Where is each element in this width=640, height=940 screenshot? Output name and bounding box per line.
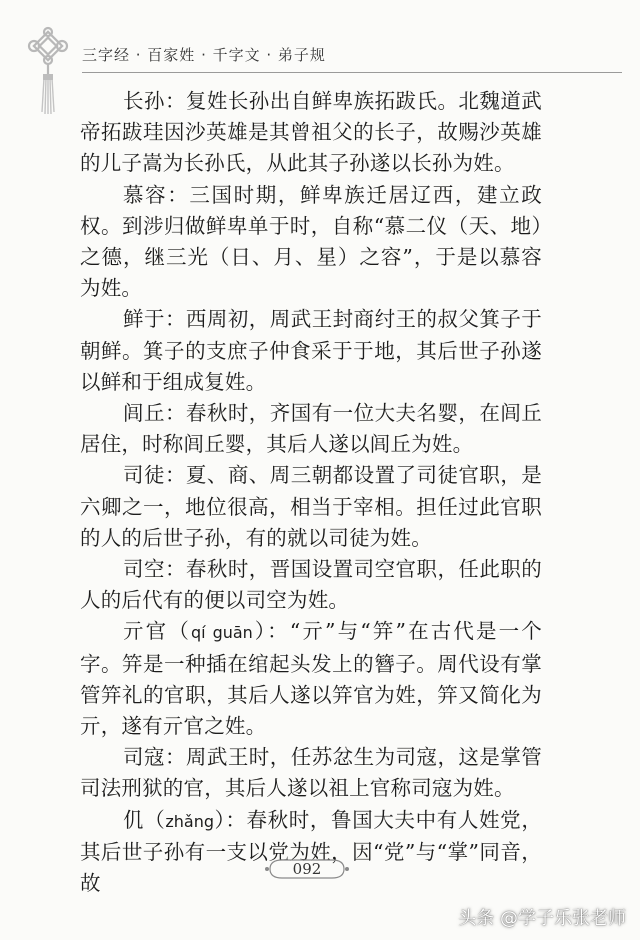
text-zhang: ：春秋时，鲁国大夫中有人姓党，其后世子孙有一支以党为姓，因“党”与“掌”同音，故 xyxy=(80,807,543,896)
page-number: 092 xyxy=(292,860,322,878)
body-text xyxy=(80,86,542,899)
surname-qiguan: 亓官 xyxy=(123,619,169,644)
paragraph-lvqiu: 闾丘：春秋时，齐国有一位大夫名婴，在闾丘居住，时称闾丘婴，其后人遂以闾丘为姓。 xyxy=(80,401,542,457)
surname-zhang: 仉 xyxy=(123,807,145,832)
header-divider xyxy=(82,72,622,73)
text-qiguan: ：“亓”与“笄”在古代是一个字。笄是一种插在绾起头发上的簪子。周代设有掌管笄礼的官职，其后人遂以笄官为姓，笄又简化为亓，遂有亓官之姓。 xyxy=(80,619,542,739)
pinyin-qiguan: qí guān xyxy=(190,623,253,643)
paragraph-xianyu: 鲜于：西周初，周武王封商纣王的叔父箕子于朝鲜。箕子的支庶子仲食采于于地，其后世子孙遂以鲜和于组成复姓。 xyxy=(80,307,542,394)
paragraph-sikong: 司空：春秋时，晋国设置司空官职，任此职的人的后代有的便以司空为姓。 xyxy=(80,557,542,613)
paragraph-zhangsun: 长孙：复姓长孙出自鲜卑族拓跋氏。北魏道武帝拓跋珪因沙英雄是其曾祖父的长子，故赐沙英雄的儿子嵩为长孙氏，从此其子孙遂以长孙为姓。 xyxy=(80,89,542,176)
paragraph-qiguan: 亓官（qí guān）：“亓”与“笄”在古代是一个字。笄是一种插在绾起头发上的簪子。周代设有掌管笄礼的官职，其后人遂以笄官为姓，笄又简化为亓，遂有亓官之姓。 xyxy=(80,619,542,739)
watermark: 头条 @学子乐张老师 xyxy=(458,908,626,929)
paragraph-sikou: 司寇：周武王时，任苏忿生为司寇，这是掌管司法刑狱的官，其后人遂以祖上官称司寇为姓。 xyxy=(80,745,542,801)
pinyin-zhang: zhǎng xyxy=(165,811,214,831)
paragraph-situ: 司徒：夏、商、周三朝都设置了司徒官职，是六卿之一，地位很高，相当于宰相。担任过此官职的人的后世子孙，有的就以司徒为姓。 xyxy=(80,463,542,550)
page-number-badge xyxy=(264,856,350,882)
paragraph-zhang: 仉（zhǎng）：春秋时，鲁国大夫中有人姓党，其后世子孙有一支以党为姓，因“党”与“掌”同音，故 xyxy=(80,807,543,896)
chinese-knot-icon xyxy=(20,26,84,116)
book-title: 三字经 · 百家姓 · 千字文 · 弟子规 xyxy=(82,46,326,64)
paragraph-murong: 慕容：三国时期，鲜卑族迁居辽西，建立政权。到涉归做鲜卑单于时，自称“慕二仪（天、地）之德，继三光（日、月、星）之容”，于是以慕容为姓。 xyxy=(80,182,542,301)
